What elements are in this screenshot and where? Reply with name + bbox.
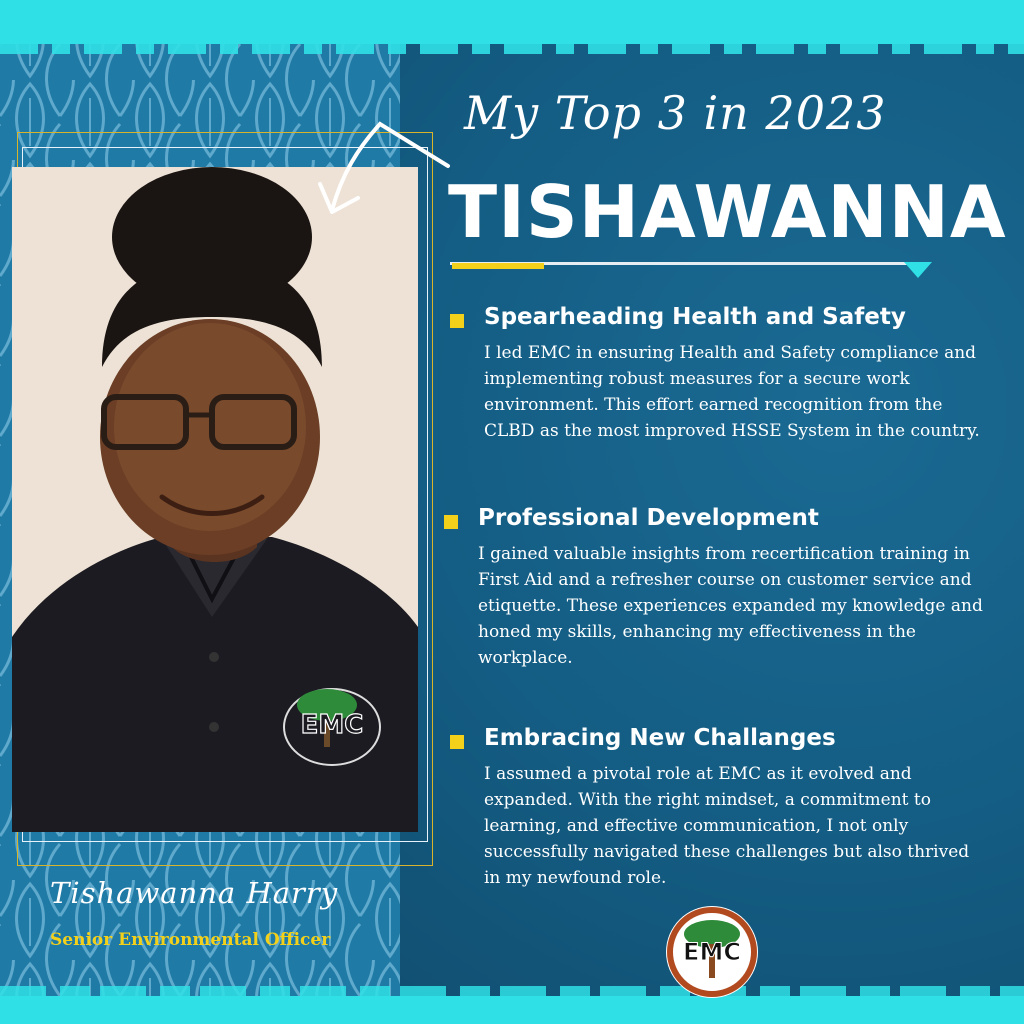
square-bullet-icon <box>450 735 464 749</box>
portrait-photo <box>12 167 418 832</box>
shirt-logo-text: EMC <box>300 710 364 740</box>
top-torn-band <box>0 0 1024 44</box>
highlight-body: I assumed a pivotal role at EMC as it evolved and expanded. With the right mindset, a commitment to learning, and effective communication, I not only successfully navigated these challenges but also thrived in my newfound role. <box>484 764 970 888</box>
arrow-icon <box>318 118 458 218</box>
highlight-body: I gained valuable insights from recertification training in First Aid and a refresher course on customer service and etiquette. These experiences expanded my knowledge and honed my skills, enhancing my effectiveness in the workplace. <box>478 544 983 668</box>
emc-logo <box>664 904 760 1000</box>
signature-name: Tishawanna Harry <box>50 876 339 910</box>
highlight-title: Embracing New Challanges <box>484 725 836 751</box>
highlight-body: I led EMC in ensuring Health and Safety compliance and implementing robust measures for a secure work environment. This effort earned recognition from the CLBD as the most improved HSSE System in the country. <box>484 343 980 441</box>
highlight-title: Professional Development <box>478 505 819 531</box>
square-bullet-icon <box>444 515 458 529</box>
job-title: Senior Environmental Officer <box>50 930 331 950</box>
logo-text: EMC <box>683 938 741 966</box>
divider-accent <box>452 263 544 269</box>
square-bullet-icon <box>450 314 464 328</box>
top-three-title: My Top 3 in 2023 <box>464 86 887 140</box>
name-heading: TISHAWANNA <box>448 170 1007 254</box>
highlight-title: Spearheading Health and Safety <box>484 304 906 330</box>
triangle-icon <box>904 262 932 278</box>
bottom-torn-band <box>0 996 1024 1024</box>
